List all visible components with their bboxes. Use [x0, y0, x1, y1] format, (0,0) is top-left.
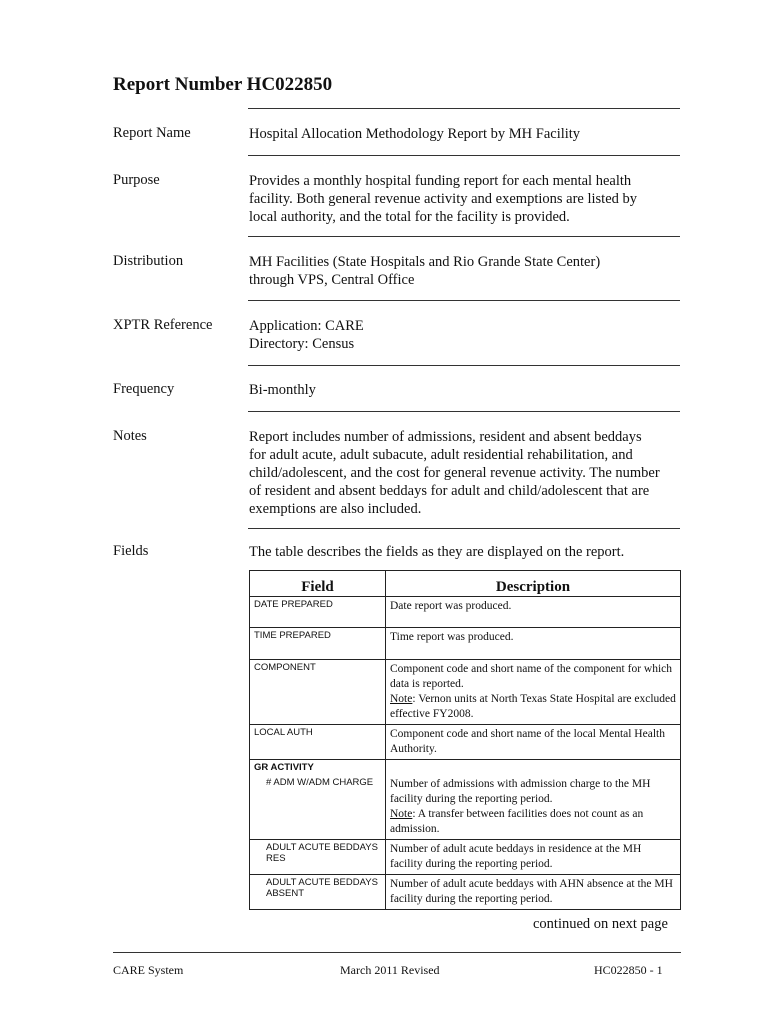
divider	[248, 411, 680, 412]
footer-center: March 2011 Revised	[340, 963, 440, 977]
text-line: facility. Both general revenue activity and exemptions are listed by	[249, 191, 638, 207]
fields-table	[249, 570, 681, 910]
field-description	[386, 660, 681, 725]
note-text: : A transfer between facilities does not count as an admission.	[390, 808, 644, 835]
field-name: DATE PREPARED	[250, 597, 386, 628]
text-line: exemptions are also included.	[249, 501, 422, 517]
group-description	[386, 760, 681, 776]
label-distribution: Distribution	[113, 253, 184, 269]
field-name: LOCAL AUTH	[250, 725, 386, 760]
label-notes: Notes	[113, 428, 147, 444]
field-description: Date report was produced.	[386, 597, 681, 628]
table-group-row	[250, 760, 681, 776]
text-line: for adult acute, adult subacute, adult residential rehabilitation, and	[249, 447, 633, 463]
divider	[248, 236, 680, 237]
note-text: : Vernon units at North Texas State Hospital are excluded effective FY2008.	[390, 693, 676, 720]
field-name: TIME PREPARED	[250, 628, 386, 660]
field-name: COMPONENT	[250, 660, 386, 725]
note-label: Note	[390, 693, 413, 705]
label-frequency: Frequency	[113, 381, 175, 397]
label-xptr-reference: XPTR Reference	[113, 317, 213, 333]
divider	[248, 365, 680, 366]
value-distribution	[249, 253, 681, 289]
text-line: child/adolescent, and the cost for general revenue activity. The number	[249, 465, 660, 481]
table-row	[250, 840, 681, 875]
continued-note: continued on next page	[533, 916, 668, 932]
field-description: Time report was produced.	[386, 628, 681, 660]
text-line: Report includes number of admissions, resident and absent beddays	[249, 429, 642, 445]
table-row	[250, 660, 681, 725]
field-name: ADULT ACUTE BEDDAYS ABSENT	[250, 875, 386, 910]
table-row	[250, 725, 681, 760]
note-label: Note	[390, 808, 413, 820]
page-title: Report Number HC022850	[113, 74, 333, 95]
divider	[248, 528, 680, 529]
field-description	[386, 775, 681, 840]
text-line: Application: CARE	[249, 318, 364, 334]
text-line: Provides a monthly hospital funding report for each mental health	[249, 173, 632, 189]
table-row	[250, 875, 681, 910]
text-line: local authority, and the total for the facility is provided.	[249, 209, 570, 225]
label-fields: Fields	[113, 543, 149, 559]
divider	[248, 300, 680, 301]
footer-right: HC022850 - 1	[594, 963, 663, 977]
text-line: The table describes the fields as they are displayed on the report.	[249, 544, 625, 560]
text-line: through VPS, Central Office	[249, 272, 415, 288]
text-line: Hospital Allocation Methodology Report by MH Facility	[249, 126, 581, 142]
footer-divider	[113, 952, 681, 953]
value-xptr-reference	[249, 317, 681, 353]
group-name: GR ACTIVITY	[250, 760, 386, 776]
description-text: Component code and short name of the component for which data is reported.	[390, 663, 672, 690]
field-description: Number of adult acute beddays with AHN absence at the MH facility during the reporting period.	[386, 875, 681, 910]
value-report-name	[249, 125, 681, 143]
divider	[248, 108, 680, 109]
field-description: Number of adult acute beddays in residence at the MH facility during the reporting period.	[386, 840, 681, 875]
header-description: Description	[386, 571, 681, 597]
value-purpose	[249, 172, 681, 226]
field-description: Component code and short name of the local Mental Health Authority.	[386, 725, 681, 760]
table-row	[250, 775, 681, 840]
text-line: Bi-monthly	[249, 382, 316, 398]
label-report-name: Report Name	[113, 125, 191, 141]
footer-left: CARE System	[113, 963, 184, 977]
value-notes	[249, 428, 681, 518]
table-row	[250, 628, 681, 660]
divider	[248, 155, 680, 156]
value-fields	[249, 543, 681, 561]
description-text: Number of admissions with admission charge to the MH facility during the reporting period.	[390, 778, 651, 805]
header-field: Field	[250, 571, 386, 597]
text-line: of resident and absent beddays for adult and child/adolescent that are	[249, 483, 650, 499]
field-name: # ADM W/ADM CHARGE	[250, 775, 386, 840]
table-row	[250, 597, 681, 628]
label-purpose: Purpose	[113, 172, 160, 188]
text-line: MH Facilities (State Hospitals and Rio Grande State Center)	[249, 254, 601, 270]
field-name: ADULT ACUTE BEDDAYS RES	[250, 840, 386, 875]
text-line: Directory: Census	[249, 336, 355, 352]
table-header-row	[250, 571, 681, 597]
value-frequency	[249, 381, 681, 399]
